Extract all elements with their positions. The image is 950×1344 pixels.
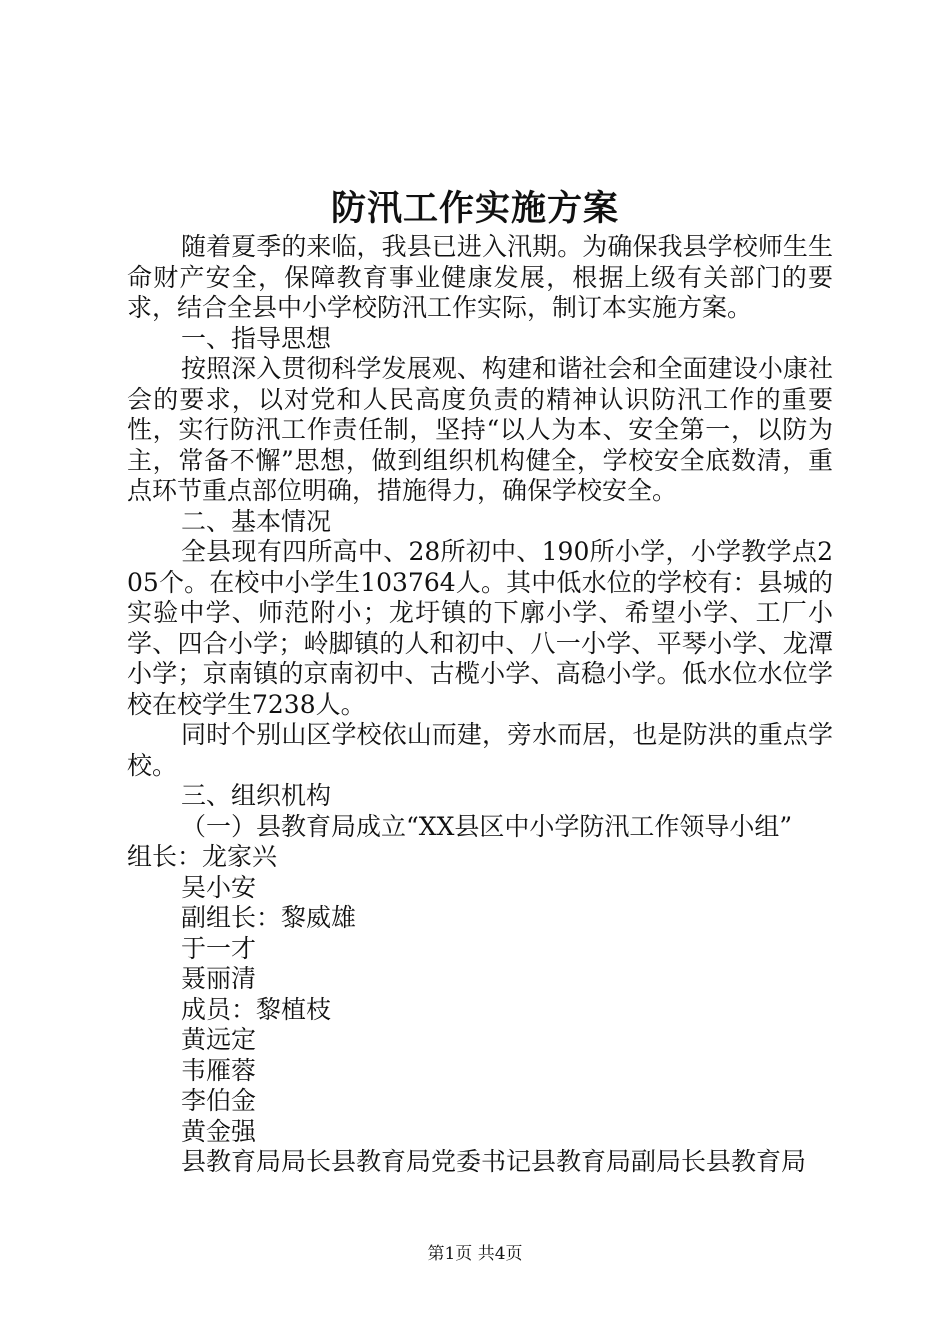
mountain-schools-paragraph: 同时个别山区学校依山而建，旁水而居，也是防洪的重点学校。: [127, 720, 833, 780]
member-name-line: 黄远定: [181, 1025, 257, 1054]
member-name-line: 聂丽清: [181, 964, 257, 993]
positions-line: 县教育局局长县教育局党委书记县教育局副局长县教育局: [181, 1147, 807, 1176]
member-name-line: 李伯金: [181, 1086, 257, 1115]
section-heading-basic-situation: 二、基本情况: [181, 506, 332, 536]
document-body: [127, 232, 833, 1178]
member-name-line: 于一才: [181, 933, 257, 963]
leading-group-line: （一）县教育局成立“XX县区中小学防汛工作领导小组”: [181, 811, 793, 841]
guiding-thought-paragraph: 按照深入贯彻科学发展观、构建和谐社会和全面建设小康社会的要求，以对党和人民高度负责的精神认识防汛工作的重要性，实行防汛工作责任制，坚持“以人为本、安全第一，以防为主，常备不懈”思想，做到组织机构健全，学校安全底数清，重点环节重点部位明确，措施得力，确保学校安全。: [127, 354, 833, 505]
member-name-line: 黄金强: [181, 1116, 257, 1146]
members-line: 成员：黎植枝: [181, 994, 332, 1024]
section-heading-organization: 三、组织机构: [181, 781, 332, 810]
section-heading-guiding-thought: 一、指导思想: [181, 323, 332, 353]
intro-paragraph: 随着夏季的来临，我县已进入汛期。为确保我县学校师生生命财产安全，保障教育事业健康发展，根据上级有关部门的要求，结合全县中小学校防汛工作实际，制订本实施方案。: [127, 232, 833, 322]
deputy-leader-line: 副组长：黎威雄: [181, 903, 357, 932]
member-name-line: 吴小安: [181, 872, 257, 902]
group-leader-line: 组长：龙家兴: [127, 842, 278, 871]
member-name-line: 韦雁蓉: [181, 1055, 257, 1085]
basic-situation-paragraph: 全县现有四所高中、28所初中、190所小学，小学教学点205个。在校中小学生103764人。其中低水位的学校有：县城的实验中学、师范附小；龙圩镇的下廓小学、希望小学、工厂小学、四合小学；岭脚镇的人和初中、八一小学、平琴小学、龙潭小学；京南镇的京南初中、古榄小学、高稳小学。低水位水位学校在校学生7238人。: [127, 537, 833, 719]
document-title: 防汛工作实施方案: [330, 188, 619, 229]
page-number-footer: 第1页 共4页: [427, 1244, 523, 1264]
